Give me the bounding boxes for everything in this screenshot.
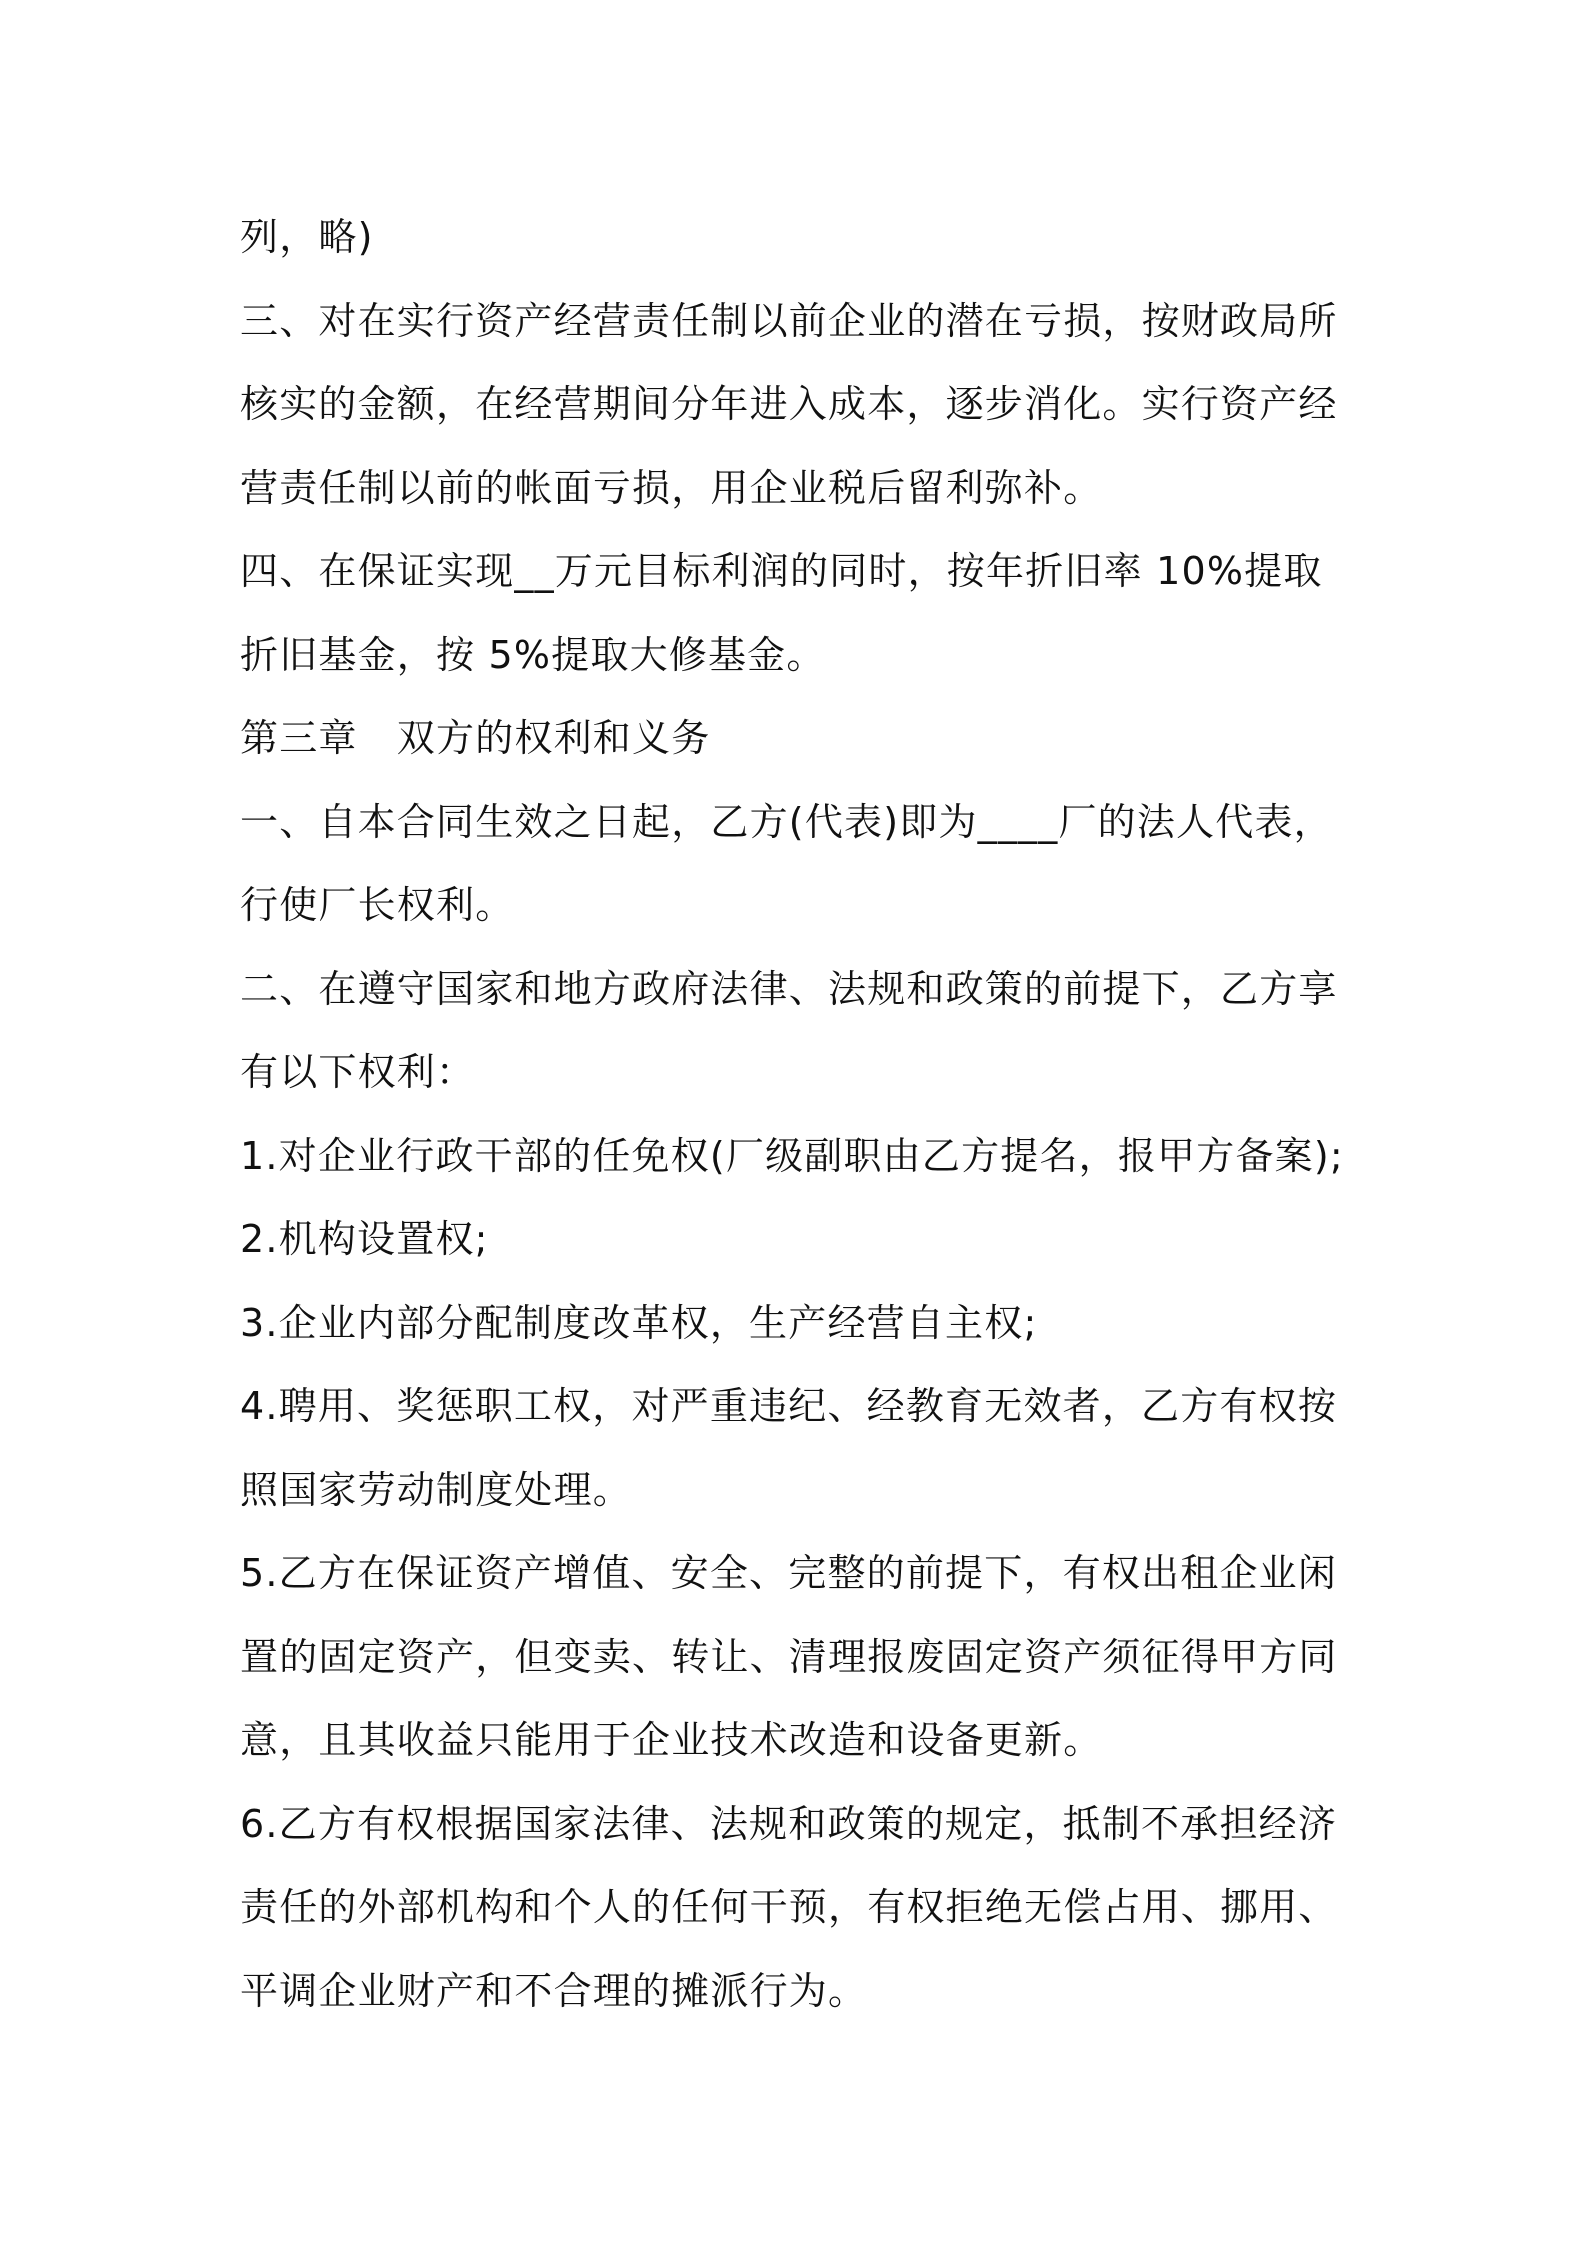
text-line: 核实的金额，在经营期间分年进入成本，逐步消化。实行资产经 <box>240 382 1338 426</box>
text-line: 置的固定资产，但变卖、转让、清理报废固定资产须征得甲方同 <box>240 1634 1338 1679</box>
list-item: 3.企业内部分配制度改革权，生产经营自主权; <box>240 1300 1038 1345</box>
list-item: 6.乙方有权根据国家法律、法规和政策的规定，抵制不承担经济 <box>240 1801 1338 1846</box>
list-item: 1.对企业行政干部的任免权(厂级副职由乙方提名，报甲方备案); <box>240 1133 1344 1178</box>
chapter-heading: 第三章 双方的权利和义务 <box>240 716 711 760</box>
text-line: 二、在遵守国家和地方政府法律、法规和政策的前提下，乙方享 <box>240 966 1338 1011</box>
text-line: 意，且其收益只能用于企业技术改造和设备更新。 <box>240 1718 1103 1762</box>
text-line: 行使厂长权利。 <box>240 883 515 927</box>
text-line: 责任的外部机构和个人的任何干预，有权拒绝无偿占用、挪用、 <box>240 1885 1338 1929</box>
text-line: 一、自本合同生效之日起，乙方(代表)即为____厂的法人代表， <box>240 799 1333 844</box>
text-line: 平调企业财产和不合理的摊派行为。 <box>240 1968 868 2013</box>
text-line: 列，略) <box>240 215 374 259</box>
list-item: 5.乙方在保证资产增值、安全、完整的前提下，有权出租企业闲 <box>240 1551 1338 1595</box>
text-line: 折旧基金，按 5%提取大修基金。 <box>240 632 826 677</box>
text-line: 营责任制以前的帐面亏损，用企业税后留利弥补。 <box>240 465 1103 510</box>
text-line: 照国家劳动制度处理。 <box>240 1467 633 1512</box>
document-body <box>240 196 1365 2033</box>
text-line: 有以下权利： <box>240 1050 476 1094</box>
list-item: 4.聘用、奖惩职工权，对严重违纪、经教育无效者，乙方有权按 <box>240 1384 1338 1428</box>
text-line: 四、在保证实现__万元目标利润的同时，按年折旧率 10%提取 <box>240 549 1323 593</box>
list-item: 2.机构设置权; <box>240 1217 489 1261</box>
text-line: 三、对在实行资产经营责任制以前企业的潜在亏损，按财政局所 <box>240 298 1338 343</box>
